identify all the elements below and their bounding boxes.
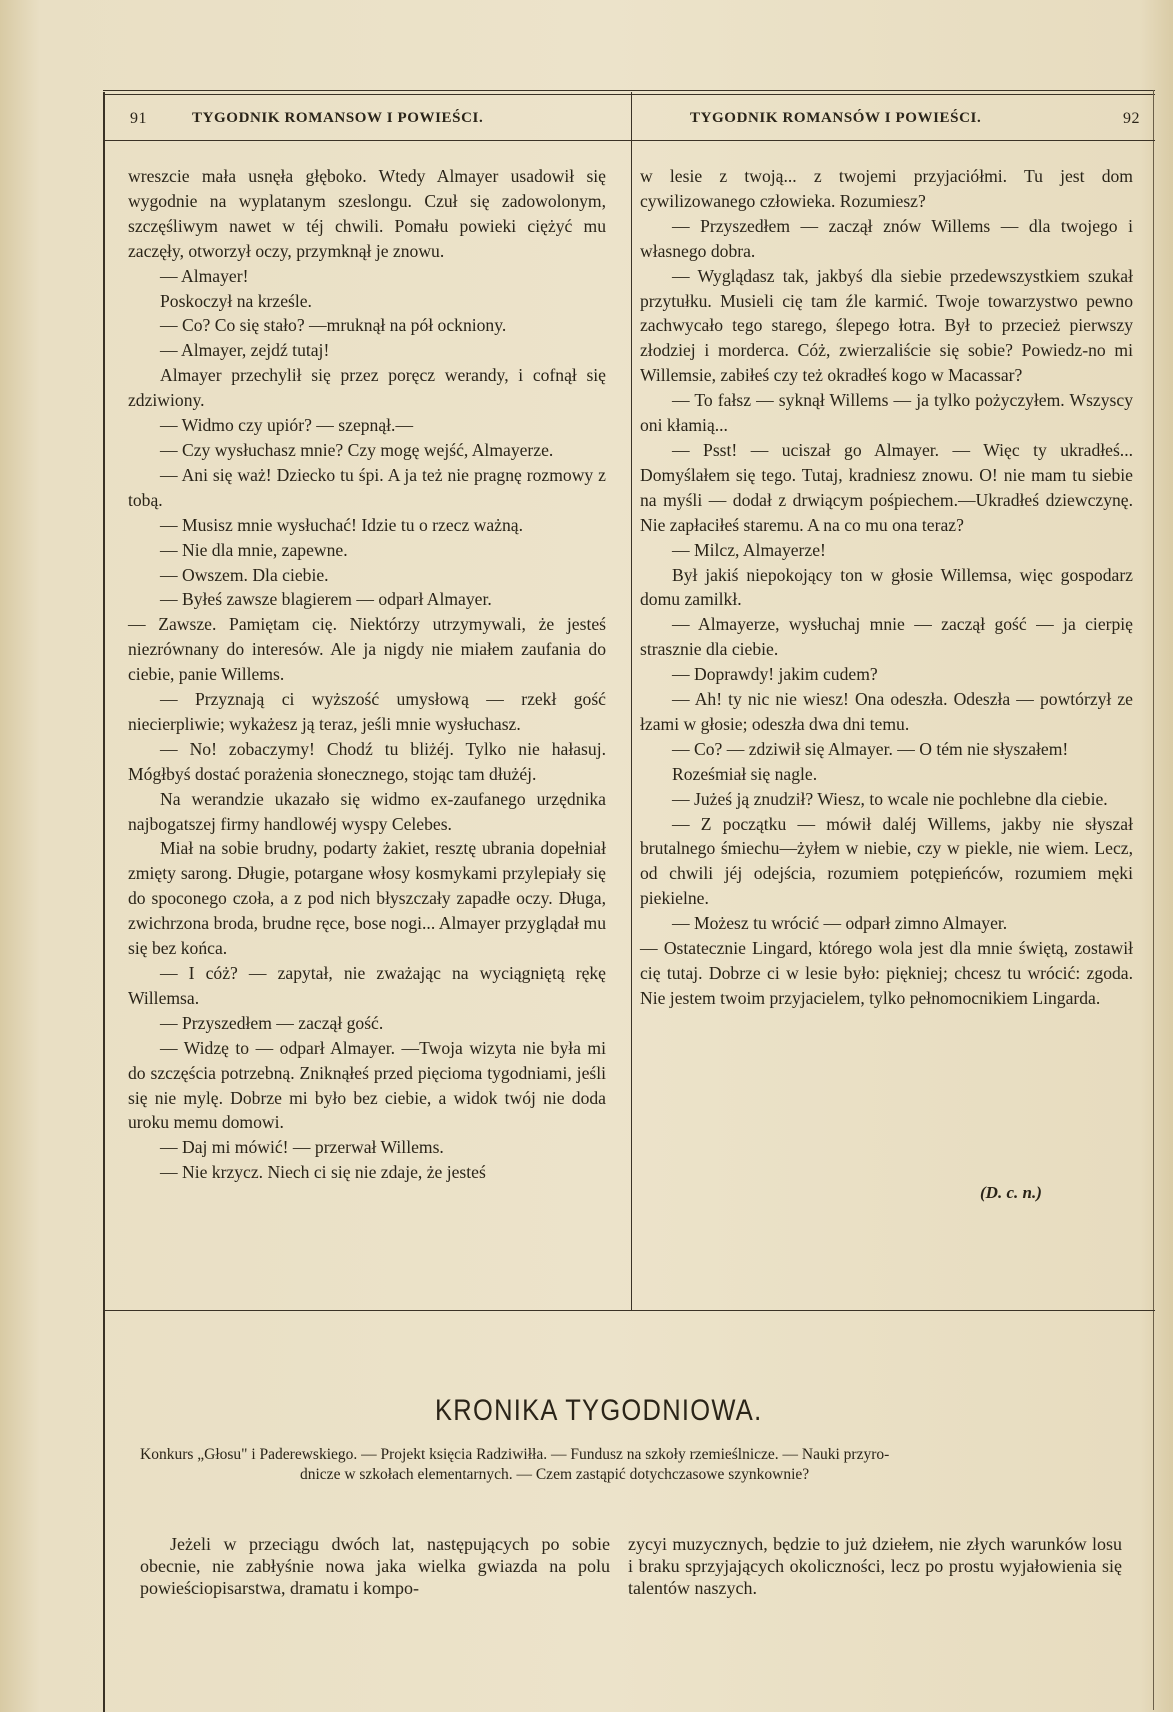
header-rule [103,140,1155,141]
paragraph: — Co? Co się stało? —mruknął na pół ockniony. [160,315,507,336]
paragraph: — Psst! — uciszał go Almayer. — Więc ty ukradłeś... Domyślałem się tego. Tutaj, kradniesz znowu. O! nie mam tu siebie na myśli — dodał z drwiącym pośpiechem.—Ukradłeś dziewczynę. Nie zapłaciłeś staremu. A na co mu ona teraz? [640,439,1133,535]
paragraph: — Widmo czy upiór? — szepnął.— [160,415,414,436]
paragraph: Jeżeli w przeciągu dwóch lat, następujących po sobie obecnie, nie zabłyśnie nowa jaka wielka gwiazda na polu powieściopisarstwa, dramatu i kompo- [140,1534,610,1598]
paragraph: — Ostatecznie Lingard, którego wola jest dla mnie świętą, zostawił cię tutaj. Dobrze ci w lesie było: piękniej; chcesz tu wrócić: zgoda. Nie jestem twoim przyjacielem, tylko pełnomocnikiem Lingarda. [640,938,1133,1008]
left-page-header [130,110,615,138]
left-running-title: TYGODNIK ROMANSOW I POWIEŚCI. [192,110,484,126]
paragraph: — Z początku — mówił daléj Willems, jakby nie słyszał brutalnego śmiechu—żyłem w niebie, czy w piekle, nie wiem. Lecz, od chwili jéj odejścia, rozumiem potępieńców, rozumiem męki piekielne. [640,813,1133,909]
paragraph: Poskoczył na krześle. [160,290,312,311]
paragraph: — Ani się waż! Dziecko tu śpi. A ja też nie pragnę rozmowy z tobą. [128,464,606,510]
paragraph: — Musisz mnie wysłuchać! Idzie tu o rzecz ważną. [160,514,523,535]
continuation-mark: (D. c. n.) [980,1183,1042,1202]
paragraph: — Wyglądasz tak, jakbyś dla siebie przedewszystkiem szukał przytułku. Musieli cię tam źle karmić. Twoje towarzystwo pewno zachwycało tego starego, ślepego łotra. Był to przecież pierwszy złodziej i morderca. Cóż, zwierzaliście się sobie? Powiedz-no mi Willemsie, zabiłeś czy też okradłeś kogo w Macassar? [640,265,1133,386]
paragraph: Na werandzie ukazało się widmo ex-zaufanego urzędnika najbogatszej firmy handlowéj wyspy Celebes. [128,788,606,834]
section-title: KRONIKA TYGODNIOWA. [435,1394,763,1427]
paragraph: wreszcie mała usnęła głęboko. Wtedy Almayer usadowił się wygodnie na wyplatanym szeslongu. Czuł się zadowolonym, szczęśliwym nawet w téj chwili. Pomału powieki ciężyć mu zaczęły, otworzył oczy, przymknął je znowu. [128,166,606,261]
kronika-right-column [628,1533,1122,1599]
paragraph: — Zawsze. Pamiętam cię. Niektórzy utrzymywali, że jesteś niezrównany do interesów. Ale ja nigdy nie miałem zaufania do ciebie, panie Willems. [128,614,606,685]
paragraph: — Przyszedłem — zaczął gość. [160,1012,384,1033]
paragraph: zycyi muzycznych, będzie to już dziełem, nie złych warunków losu i braku sprzyjających okoliczności, lecz po prostu wyjałowienia się talentów naszych. [628,1534,1122,1598]
paragraph: — Możesz tu wrócić — odparł zimno Almayer. [672,913,1008,934]
section-summary [140,1445,1140,1485]
kronika-left-column [140,1533,610,1599]
paragraph: — Ah! ty nic nie wiesz! Ona odeszła. Odeszła — powtórzył ze łzami w głosie; odeszła dwa dni temu. [640,689,1133,734]
paragraph: — Nie dla mnie, zapewne. [160,539,348,560]
right-page-number: 92 [1123,110,1140,127]
paragraph: — Widzę to — odparł Almayer. —Twoja wizyta nie była mi do szczęścia potrzebną. Zniknąłeś przed pięcioma tygodniami, jeśli się nie mylę. Dobrze mi było bez ciebie, a widok twój nie doda uroku memu domowi. [128,1037,606,1133]
paragraph: w lesie z twoją... z twojemi przyjaciółmi. Tu jest dom cywilizowanego człowieka. Rozumiesz? [640,166,1133,211]
column-divider [631,92,632,1310]
summary-line: Konkurs „Głosu" i Paderewskiego. — Projekt księcia Radziwiłła. — Fundusz na szkoły rzemieślnicze. — Nauki przyro- [140,1446,890,1463]
paragraph: — Przyznają ci wyższość umysłową — rzekł gość niecierpliwie; wykażesz ją teraz, jeśli mnie wysłuchasz. [128,689,606,734]
paragraph: Roześmiał się nagle. [672,763,818,784]
paragraph: — Milcz, Almayerze! [672,539,826,560]
paragraph: — Daj mi mówić! — przerwał Willems. [160,1137,444,1158]
section-rule [103,1310,1155,1311]
paragraph: Miał na sobie brudny, podarty żakiet, resztę ubrania dopełniał zmięty sarong. Długie, potargane włosy kosmykami przylepiały się do spoconego czoła, a z pod nich błyszczały zapadłe oczy. Długa, zwichrzona broda, brudne ręce, bose nogi... Almayer przyglądał mu się bez końca. [128,838,606,959]
summary-line: dnicze w szkołach elementarnych. — Czem zastąpić dotychczasowe szynkownie? [300,1466,810,1483]
paragraph: — No! zobaczymy! Chodź tu bliżéj. Tylko nie hałasuj. Mógłbyś dostać porażenia słonecznego, stojąc tam dłużéj. [128,738,606,784]
paragraph: Był jakiś niepokojący ton w głosie Willemsa, więc gospodarz domu zamilkł. [640,564,1133,610]
paragraph: — Doprawdy! jakim cudem? [672,664,878,685]
paragraph: — I cóż? — zapytał, nie zważając na wyciągniętą rękę Willemsa. [128,963,606,1008]
paragraph: — Przyszedłem — zaczął znów Willems — dla twojego i własnego dobra. [640,215,1133,261]
paragraph: — Almayer, zejdź tutaj! [160,340,330,361]
paragraph: Almayer przechylił się przez poręcz werandy, i cofnął się zdziwiony. [128,365,606,411]
paragraph: — Nie krzycz. Niech ci się nie zdaje, że jesteś [160,1162,486,1183]
left-text-column [128,164,606,1185]
paragraph: — Co? — zdziwił się Almayer. — O tém nie słyszałem! [672,738,1069,759]
paragraph: — Jużeś ją znudził? Wiesz, to wcale nie pochlebne dla ciebie. [672,788,1108,809]
right-running-title: TYGODNIK ROMANSÓW I POWIEŚCI. [690,110,982,126]
paragraph: — Byłeś zawsze blagierem — odparł Almayer. [160,589,492,610]
right-edge-rule [1153,90,1154,1710]
paragraph: — To fałsz — syknął Willems — ja tylko pożyczyłem. Wszyscy oni kłamią... [640,390,1133,436]
paragraph: — Owszem. Dla ciebie. [160,564,329,585]
left-page-number: 91 [130,110,147,127]
right-page-header [660,110,1140,138]
paragraph: — Czy wysłuchasz mnie? Czy mogę wejść, Almayerze. [160,439,554,460]
paragraph: — Almayerze, wysłuchaj mnie — zaczął gość — ja cierpię strasznie dla ciebie. [640,614,1133,660]
paragraph: — Almayer! [160,265,249,286]
right-text-column [640,164,1133,1011]
